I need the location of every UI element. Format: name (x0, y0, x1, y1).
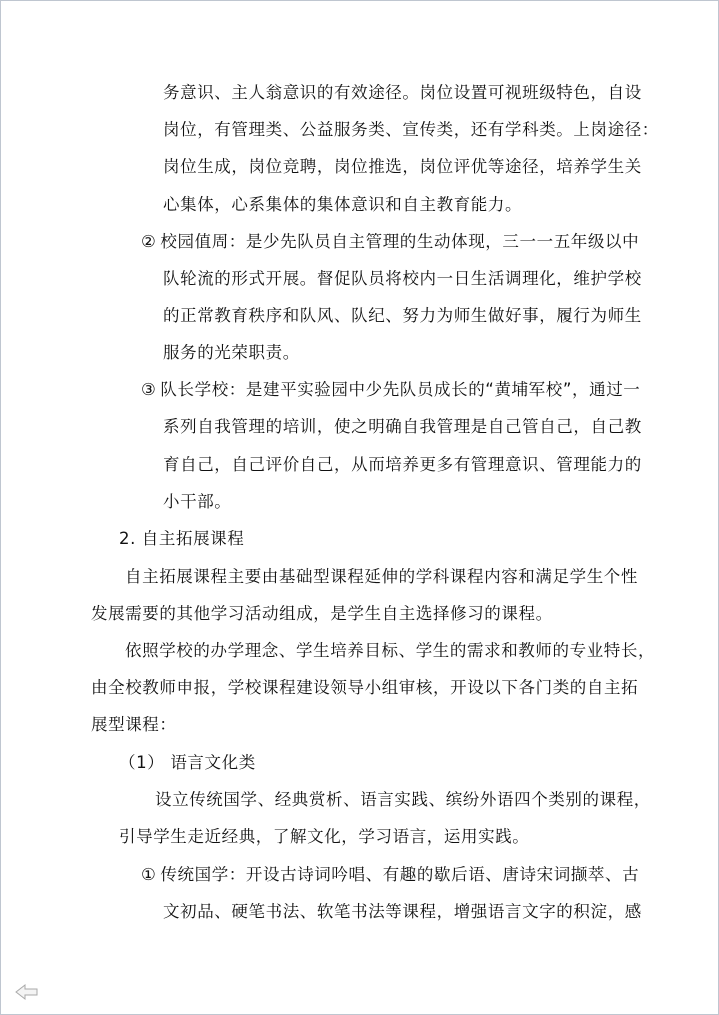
subsection-title: 语言文化类 (170, 753, 256, 772)
text-line: 发展需要的其他学习活动组成，是学生自主选择修习的课程。 (91, 604, 553, 623)
text-line: 育自己，自己评价自己，从而培养更多有管理意识、管理能力的 (163, 455, 642, 474)
text-line: 队轮流的形式开展。督促队员将校内一日生活调理化，维护学校 (163, 269, 642, 288)
list-marker: ③ (141, 380, 157, 399)
text-line: 心集体，心系集体的集体意识和自主教育能力。 (163, 195, 523, 214)
text-line: 队长学校：是建平实验园中少先队员成长的“黄埔军校”，通过一 (160, 380, 641, 399)
subsection-marker: （1） (119, 753, 165, 772)
text-line: 系列自我管理的培训，使之明确自我管理是自己管自己，自己教 (163, 417, 642, 436)
text-line: 校园值周：是少先队员自主管理的生动体现，三一一五年级以中 (160, 232, 640, 251)
text-line: 小干部。 (163, 492, 232, 511)
text-line: 务意识、主人翁意识的有效途径。岗位设置可视班级特色，自设 (163, 83, 642, 102)
subsection-heading (119, 753, 256, 773)
list-item-first-line (141, 380, 640, 400)
text-line: 文初品、硬笔书法、软笔书法等课程，增强语言文字的积淀，感 (163, 902, 642, 921)
text-line: 由全校教师申报，学校课程建设领导小组审核，开设以下各门类的自主拓 (91, 678, 639, 697)
text-line: 的正常教育秩序和队风、队纪、努力为师生做好事，履行为师生 (163, 306, 642, 325)
section-heading: 2. 自主拓展课程 (119, 529, 245, 548)
text-line: 传统国学：开设古诗词吟唱、有趣的歇后语、唐诗宋词撷萃、古 (160, 865, 640, 884)
text-line: 引导学生走近经典，了解文化，学习语言，运用实践。 (119, 827, 530, 846)
back-arrow-icon[interactable] (15, 983, 39, 1001)
list-item-first-line (141, 865, 639, 885)
text-line: 展型课程： (91, 715, 177, 734)
text-line: 设立传统国学、经典赏析、语言实践、缤纷外语四个类别的课程， (155, 790, 651, 809)
text-line: 自主拓展课程主要由基础型课程延伸的学科课程内容和满足学生个性 (125, 567, 638, 586)
text-line: 依照学校的办学理念、学生培养目标、学生的需求和教师的专业特长， (125, 641, 656, 660)
text-line: 岗位，有管理类、公益服务类、宣传类，还有学科类。上岗途径： (163, 120, 659, 139)
list-item-first-line (141, 232, 639, 252)
text-line: 服务的光荣职责。 (163, 343, 300, 362)
list-marker: ② (141, 232, 157, 251)
text-line: 岗位生成，岗位竞聘，岗位推选，岗位评优等途径，培养学生关 (163, 157, 642, 176)
list-marker: ① (141, 865, 157, 884)
